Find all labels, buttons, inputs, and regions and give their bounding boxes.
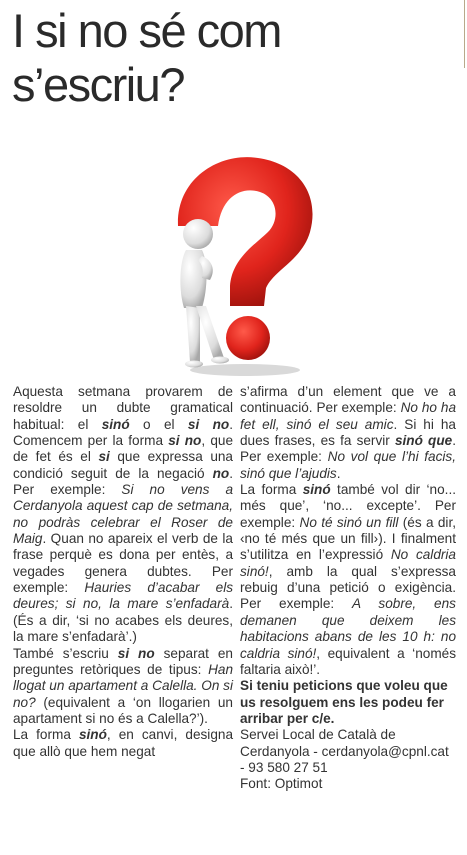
emphasis-term: no: [212, 465, 230, 481]
example-text: No vol que l’hi facis, sinó que l’ajudis: [240, 449, 457, 481]
example-text: Hauries d’acabar els deures; si no, la mare s’enfadarà: [13, 580, 234, 612]
text-run: Aquesta setmana provarem de resoldre un dubte gramatical habitual: el: [13, 384, 233, 432]
emphasis-term: sinó: [101, 416, 130, 432]
example-text: Han llogat un apartament a Calella. On si no?: [13, 661, 233, 710]
example-text: A sobre, ens demanen que deixem les habitacions abans de les 10 h: no caldria sinó!: [240, 596, 456, 661]
text-run: , amb la qual s’expressa rebuig d’una petició o exigència. Per exemple:: [240, 563, 456, 612]
floor-shadow: [190, 364, 300, 376]
example-text: No caldria sinó!: [240, 547, 456, 579]
article-column-right: [240, 384, 456, 793]
emphasis-term: si no: [117, 645, 155, 661]
text-run: .: [336, 465, 341, 481]
paragraph-sino-start: [13, 727, 233, 760]
text-run: La forma: [240, 482, 303, 498]
thinking-figure: [180, 219, 229, 368]
text-run: (és a dir, ‹no té més que un fill›). I finalment s’utilitza en l’expressió: [240, 514, 457, 563]
text-run: , en canvi, designa que allò que hem negat: [13, 727, 234, 759]
question-mark-dot: [226, 316, 270, 360]
article-title: I si no sé com s’escriu?: [12, 4, 281, 111]
emphasis-term: si no: [168, 433, 202, 449]
text-run: . Quan no apareix el verb de la frase perquè es dona per entès, a vegades genera dubtes. Per exemple:: [13, 531, 233, 596]
text-run: . Si hi ha dues frases, es fa servir: [240, 416, 456, 449]
paragraph-intro: [13, 384, 233, 646]
example-text: No té sinó un fill: [299, 514, 399, 530]
example-text: Si no vens a Cerdanyola aquest cap de setmana, no podràs celebrar el Roser de Maig: [13, 482, 234, 547]
emphasis-term: sinó que: [394, 433, 453, 449]
text-run: . Comencem per la forma: [13, 416, 233, 449]
text-run: La forma: [13, 727, 79, 743]
text-run: també vol dir ‘no... més que’, ‘no... excepte’. Per exemple:: [240, 482, 457, 530]
text-run: També s’escriu: [13, 645, 118, 661]
text-run: (equivalent a ‘on llogarien un apartament si no és a Calella?’).: [13, 694, 233, 726]
text-run: . Per exemple:: [240, 433, 456, 465]
emphasis-term: si: [98, 449, 110, 465]
column-rule: [464, 0, 465, 68]
paragraph-rhetorical-questions: [13, 646, 233, 728]
signature-organisation: Servei Local de Català de Cerdanyola - cerdanyola@cpnl.cat - 93 580 27 51: [240, 727, 449, 775]
paragraph-sino-continued: [240, 384, 456, 482]
text-run: s’afirma d’un element que ve a continuació. Per exemple:: [240, 384, 456, 416]
text-run: que expressa una condició seguit de la negació: [13, 449, 233, 481]
emphasis-term: sinó: [78, 727, 107, 743]
question-mark-figure-illustration: [150, 148, 320, 378]
paragraph-sino-meanings: [240, 482, 456, 678]
text-run: , que de fet és el: [13, 433, 233, 465]
call-to-action: Si teniu peticions que voleu que us resolguem ens les podeu fer arribar per c/e.: [240, 678, 448, 726]
text-run: . Per exemple:: [13, 465, 233, 498]
text-run: o el: [129, 416, 188, 432]
text-run: separat en preguntes retòriques de tipus:: [13, 645, 233, 677]
emphasis-term: sinó: [302, 482, 331, 498]
text-run: , equivalent a ‘només faltaria això!’.: [240, 645, 456, 677]
text-run: . (És a dir, ‘si no acabes els deures, la mare s’enfadarà’.): [13, 596, 233, 645]
article-column-left: [13, 384, 233, 760]
emphasis-term: si no: [187, 416, 230, 432]
signature-source: Font: Optimot: [240, 776, 323, 792]
example-text: No ho ha fet ell, sinó el seu amic: [240, 400, 456, 432]
